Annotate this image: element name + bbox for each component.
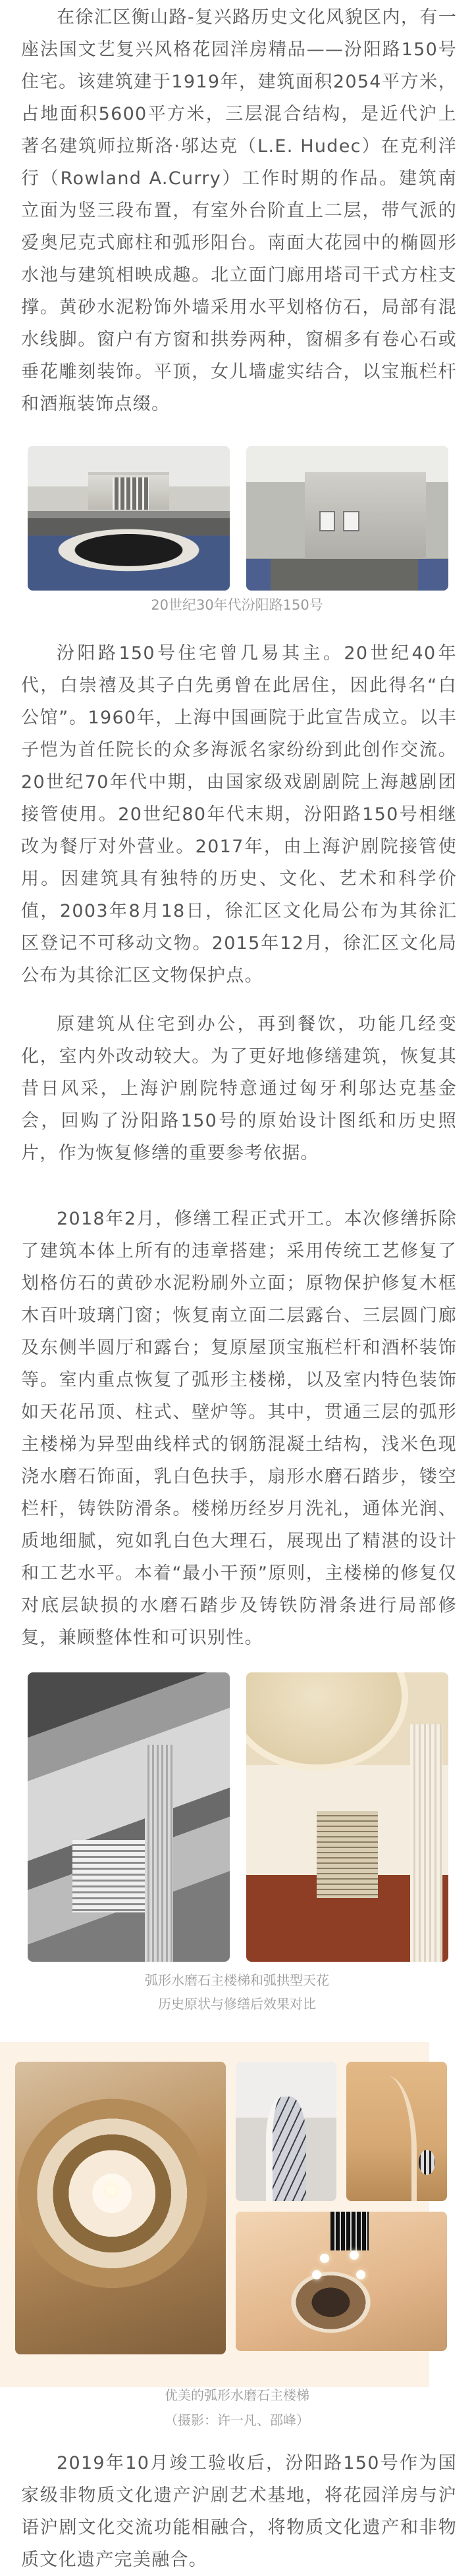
ground-shape [246,559,448,591]
window-shape [319,511,336,531]
railing-shape [266,2097,306,2201]
railing-shape [367,2076,417,2201]
bulb-shape [320,2254,329,2263]
article-paragraph-2: 汾阳路150号住宅曾几易其主。20世纪40年代，白崇禧及其子白先勇曾在此居住，因此得名“白公馆”。1960年，上海中国画院于此宣告成立。以丰子恺为首任院长的众多海派名家纷纷到此创作交流。20世纪70年代中期，由国家级戏剧剧院上海越剧团接管使用。20世纪80年代末期，汾阳路150号相继改为餐厅对外营业。2017年，由上海沪剧院接管使用。因建筑具有独特的历史、文化、艺术和科学价值，2003年8月18日，徐汇区文化局公布为其徐汇区登记不可移动文物。2015年12月，徐汇区文化局公布为其徐汇区文物保护点。 [21,643,457,986]
bulb-shape [356,2270,365,2279]
staircase-white-photo [236,2062,336,2201]
chandelier-shape [106,2185,117,2195]
column-shape [410,1724,442,1962]
figure-2-caption-line-2: 历史原状与修缮后效果对比 [158,1996,316,2012]
colonnade-shape [113,477,149,509]
historic-staircase-photo [28,1672,230,1962]
historic-photo-north-facade [246,446,448,591]
spiral-staircase-photo [15,2062,226,2354]
ceiling-shape [246,1672,408,1771]
figure-3-caption-line-1: 优美的弧形水磨石主楼梯 [165,2387,309,2403]
stairs-shape [317,1811,377,1898]
article-paragraph-5: 2019年10月竣工验收后，汾阳路150号作为国家级非物质文化遗产沪剧艺术基地，将花园洋房与沪语沪剧文化交流功能相融合，将物质文化遗产和非物质文化遗产完美融合。 [21,2453,457,2570]
article-paragraph-3: 原建筑从住宅到办公，再到餐饮，功能几经变化，室内外改动较大。为了更好地修缮建筑，恢复其昔日风采，上海沪剧院特意通过匈牙利邬达克基金会，回购了汾阳路150号的原始设计图纸和历史照片，作为恢复修缮的重要参考依据。 [21,1014,457,1163]
restored-staircase-photo [246,1672,448,1962]
figure-1-caption: 20世纪30年代汾阳路150号 [151,597,323,613]
figure-3-caption-line-2: （摄影：许一凡、邵峰） [165,2412,309,2428]
skylight-shape [330,2212,369,2250]
bulb-shape [312,2270,321,2279]
staircase-tan-photo [346,2062,447,2201]
figure-2-caption-line-1: 弧形水磨石主楼梯和弧拱型天花 [145,1972,329,1988]
window-shape [343,511,359,531]
column-shape [145,1745,173,1962]
round-window-shape [419,2150,434,2175]
stairs-shape [72,1840,145,1912]
article-paragraph-1: 在徐汇区衡山路-复兴路历史文化风貌区内，有一座法国文艺复兴风格花园洋房精品——汾阳路150号住宅。该建筑建于1919年，建筑面积2054平方米，占地面积5600平方米，三层混合结构，是近代沪上著名建筑师拉斯洛·邬达克（L.E. Hudec）在克利洋行（Rowland A.Curry）工作时期的作品。建筑南立面为竖三段布置，有室外台阶直上二层，带气派的爱奥尼克式廊柱和弧形阳台。南面大花园中的椭圆形水池与建筑相映成趣。北立面门廊用塔司干式方柱支撑。黄砂水泥粉饰外墙采用水平划格仿石，局部有混水线脚。窗户有方窗和拱券两种，窗楣多有卷心石或垂花雕刻装饰。平顶，女儿墙虚实结合，以宝瓶栏杆和酒瓶装饰点缀。 [21,7,457,414]
staircase-topdown-photo [236,2212,447,2351]
bulb-shape [350,2250,359,2260]
article-paragraph-4: 2018年2月，修缮工程正式开工。本次修缮拆除了建筑本体上所有的违章搭建；采用传统工艺修复了划格仿石的黄砂水泥粉刷外立面；原物保护修复木框木百叶玻璃门窗；恢复南立面二层露台、三层圆门廊及东侧半圆厅和露台；复原屋顶宝瓶栏杆和酒杯装饰等。室内重点恢复了弧形主楼梯，以及室内特色装饰如天花吊顶、柱式、壁炉等。其中，贯通三层的弧形主楼梯为异型曲线样式的钢筋混凝土结构，浅米色现浇水磨石饰面，乳白色扶手，扇形水磨石踏步，镂空栏杆，铸铁防滑条。楼梯历经岁月洗礼，通体光润、质地细腻，宛如乳白色大理石，展现出了精湛的设计和工艺水平。本着“最小干预”原则，主楼梯的修复仅对底层缺损的水磨石踏步及铸铁防滑条进行局部修复，兼顾整体性和可识别性。 [21,1209,457,1648]
historic-photo-south-facade [28,446,230,591]
